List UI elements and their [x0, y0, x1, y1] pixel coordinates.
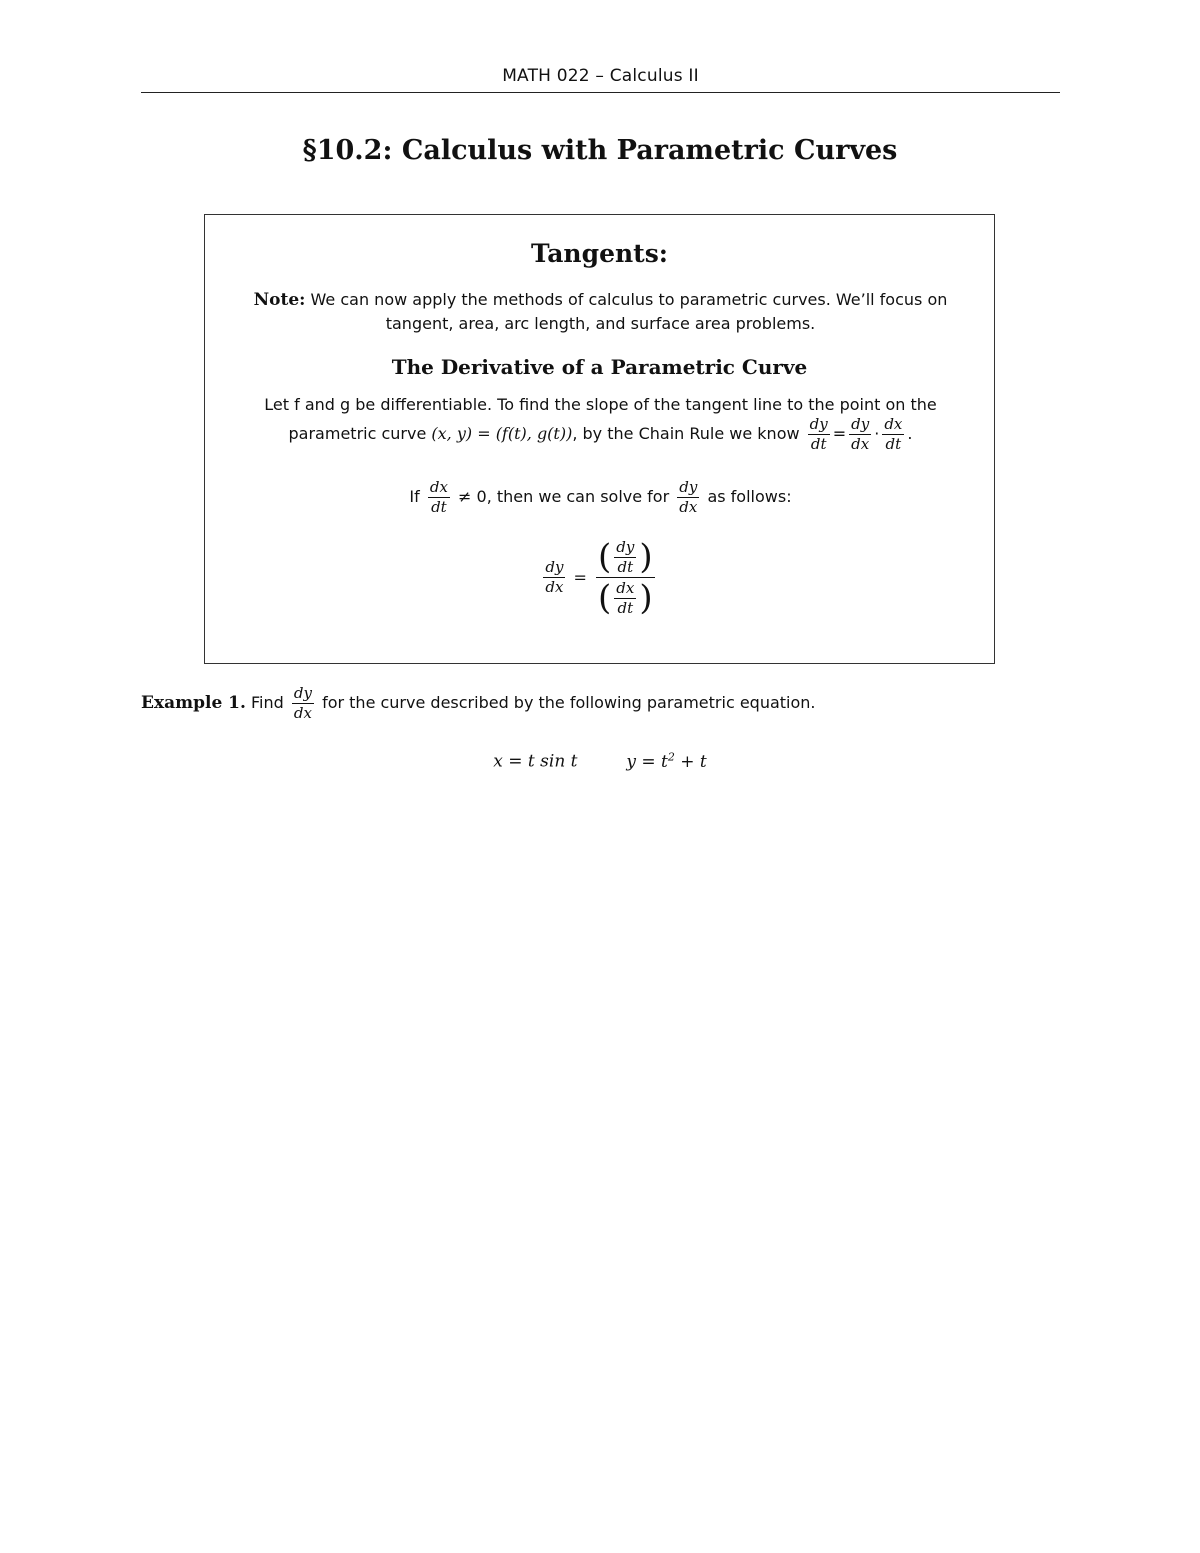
box-heading: Tangents: — [531, 239, 668, 268]
note-label: Note: — [253, 290, 306, 310]
formula-top-fraction: $\frac{dy}{dt}$ — [616, 537, 635, 576]
example-label: Example 1. — [141, 693, 246, 713]
formula-bottom-fraction: $\frac{dx}{dt}$ — [616, 578, 635, 617]
section-title: §10.2: Calculus with Parametric Curves — [302, 135, 898, 166]
chain-rule-line1: Let f and g be differentiable. To find the slope of the tangent line to the point on the — [264, 395, 937, 414]
tangents-box — [204, 214, 995, 664]
chain-lhs-fraction: $\frac{dy}{dt}$ — [809, 415, 828, 453]
box-subheading: The Derivative of a Parametric Curve — [391, 355, 808, 379]
example-text: for the curve described by the following parametric equation. — [322, 693, 816, 712]
condition-end: as follows: — [707, 487, 792, 506]
course-title: MATH 022 – Calculus II — [502, 66, 699, 86]
line2-text-a: parametric curve — [288, 424, 432, 443]
chain-rule-line2: parametric curve (x, y) = (f(t), g(t)), by the Chain Rule we know $\frac{dy}{dt}$ = $\frac{dy}{dx}$ · $\frac{dx}{dt}$ . — [288, 415, 913, 453]
note-text: We can now apply the methods of calculus to parametric curves. We’ll focus on tangent, area, arc length, and surface area problems. — [310, 290, 948, 333]
line2-text-b: , by the Chain Rule we know — [572, 424, 800, 443]
condition-text: ≠ 0, then we can solve for — [458, 487, 670, 506]
if-word: If — [409, 487, 420, 506]
formula-lhs: $\frac{dy}{dx}$ — [545, 558, 564, 596]
equation-x: x = t sin t — [493, 751, 578, 772]
chain-r2-fraction: $\frac{dx}{dt}$ — [884, 415, 903, 453]
example-1 — [141, 684, 1060, 723]
parametric-point: (x, y) = (f(t), g(t)) — [431, 424, 573, 443]
example-fraction: $\frac{dy}{dx}$ — [293, 684, 312, 722]
example-find: Find — [251, 693, 284, 712]
condition-line — [225, 478, 976, 517]
target-fraction: $\frac{dy}{dx}$ — [679, 478, 698, 516]
formula-rhs: ( $\frac{dy}{dt}$ ) ( $\frac{dx}{dt}$ ) — [598, 537, 653, 618]
equation-y: $y = t^2 + t$ — [626, 750, 707, 772]
derivative-formula: $\frac{dy}{dx}$ = ( $\frac{dy}{dt}$ ) ( $\frac{dx}{dt}$ ) — [545, 537, 653, 618]
example-equation — [0, 750, 1200, 772]
note-paragraph — [225, 288, 976, 336]
chain-r1-fraction: $\frac{dy}{dx}$ — [851, 415, 870, 453]
condition-fraction: $\frac{dx}{dt}$ — [429, 478, 448, 516]
page-header — [141, 66, 1060, 93]
